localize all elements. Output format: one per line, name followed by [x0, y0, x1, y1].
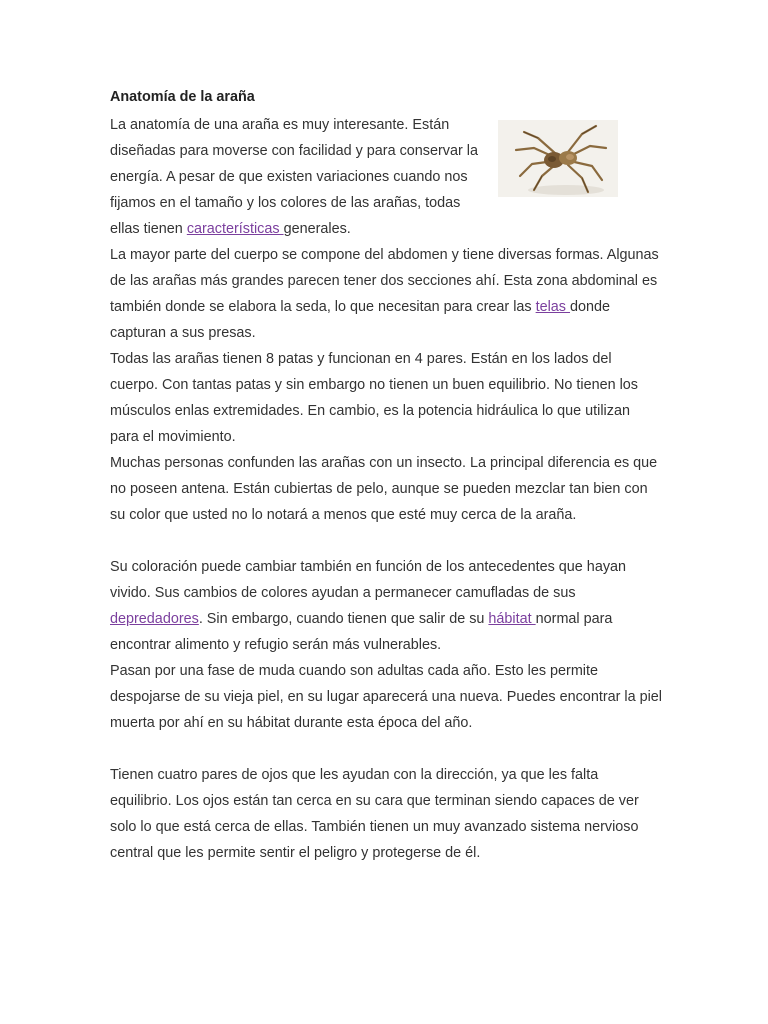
- paragraph-text: Su coloración puede cambiar también en función de los antecedentes que hayan vivido. Sus cambios de colores ayudan a permanecer camufladas de sus: [110, 559, 627, 601]
- paragraph-legs: Todas las arañas tienen 8 patas y funcionan en 4 pares. Están en los lados del cuerpo. Con tantas patas y sin embargo no tienen un buen equilibrio. No tienen los músculos enlas extremidades. En cambio, es la potencia hidráulica lo que utilizan para el movimiento.: [110, 351, 638, 445]
- paragraph-text: generales.: [283, 221, 351, 237]
- document-title: Anatomía de la araña: [110, 89, 255, 105]
- link-telas[interactable]: telas: [535, 299, 571, 315]
- paragraph-abdomen: [110, 242, 662, 346]
- link-caracteristicas[interactable]: características: [186, 221, 284, 237]
- link-depredadores[interactable]: depredadores: [110, 611, 199, 627]
- paragraph-text: normal para encontrar alimento y refugio serán más vulnerables.: [110, 611, 613, 653]
- paragraph-coloration: [110, 554, 662, 658]
- paragraph-text: La mayor parte del cuerpo se compone del abdomen y tiene diversas formas. Algunas de las arañas más grandes parecen tener dos secciones ahí. Esta zona abdominal es también donde se elabora la seda, lo que necesitan para crear las: [110, 247, 659, 315]
- paragraph-insect: Muchas personas confunden las arañas con un insecto. La principal diferencia es que no poseen antena. Están cubiertas de pelo, aunque se pueden mezclar tan bien con su color que usted no lo notará a menos que esté muy cerca de la araña.: [110, 455, 658, 523]
- paragraph-text: donde capturan a sus presas.: [110, 299, 611, 341]
- paragraph-eyes: Tienen cuatro pares de ojos que les ayudan con la dirección, ya que les falta equilibrio. Los ojos están tan cerca en su cara que terminan siendo capaces de ver solo lo que está cerca de ellas. También tienen un muy avanzado sistema nervioso central que les permite sentir el peligro y protegerse de él.: [110, 767, 639, 861]
- document-page: [110, 86, 662, 866]
- paragraph-spacer: [110, 528, 662, 554]
- paragraph-spacer: [110, 736, 662, 762]
- paragraph-text: . Sin embargo, cuando tienen que salir de su: [198, 611, 489, 627]
- link-habitat[interactable]: hábitat: [488, 611, 536, 627]
- paragraph-molting: Pasan por una fase de muda cuando son adultas cada año. Esto les permite despojarse de su vieja piel, en su lugar aparecerá una nueva. Puedes encontrar la piel muerta por ahí en su hábitat durante esta época del año.: [110, 663, 663, 731]
- spider-photo-icon: [498, 120, 618, 197]
- paragraph-text: La anatomía de una araña es muy interesante. Están diseñadas para moverse con facilidad y para conservar la energía. A pesar de que existen variaciones cuando nos fijamos en el tamaño y los colores de las arañas, todas ellas tienen: [110, 117, 478, 237]
